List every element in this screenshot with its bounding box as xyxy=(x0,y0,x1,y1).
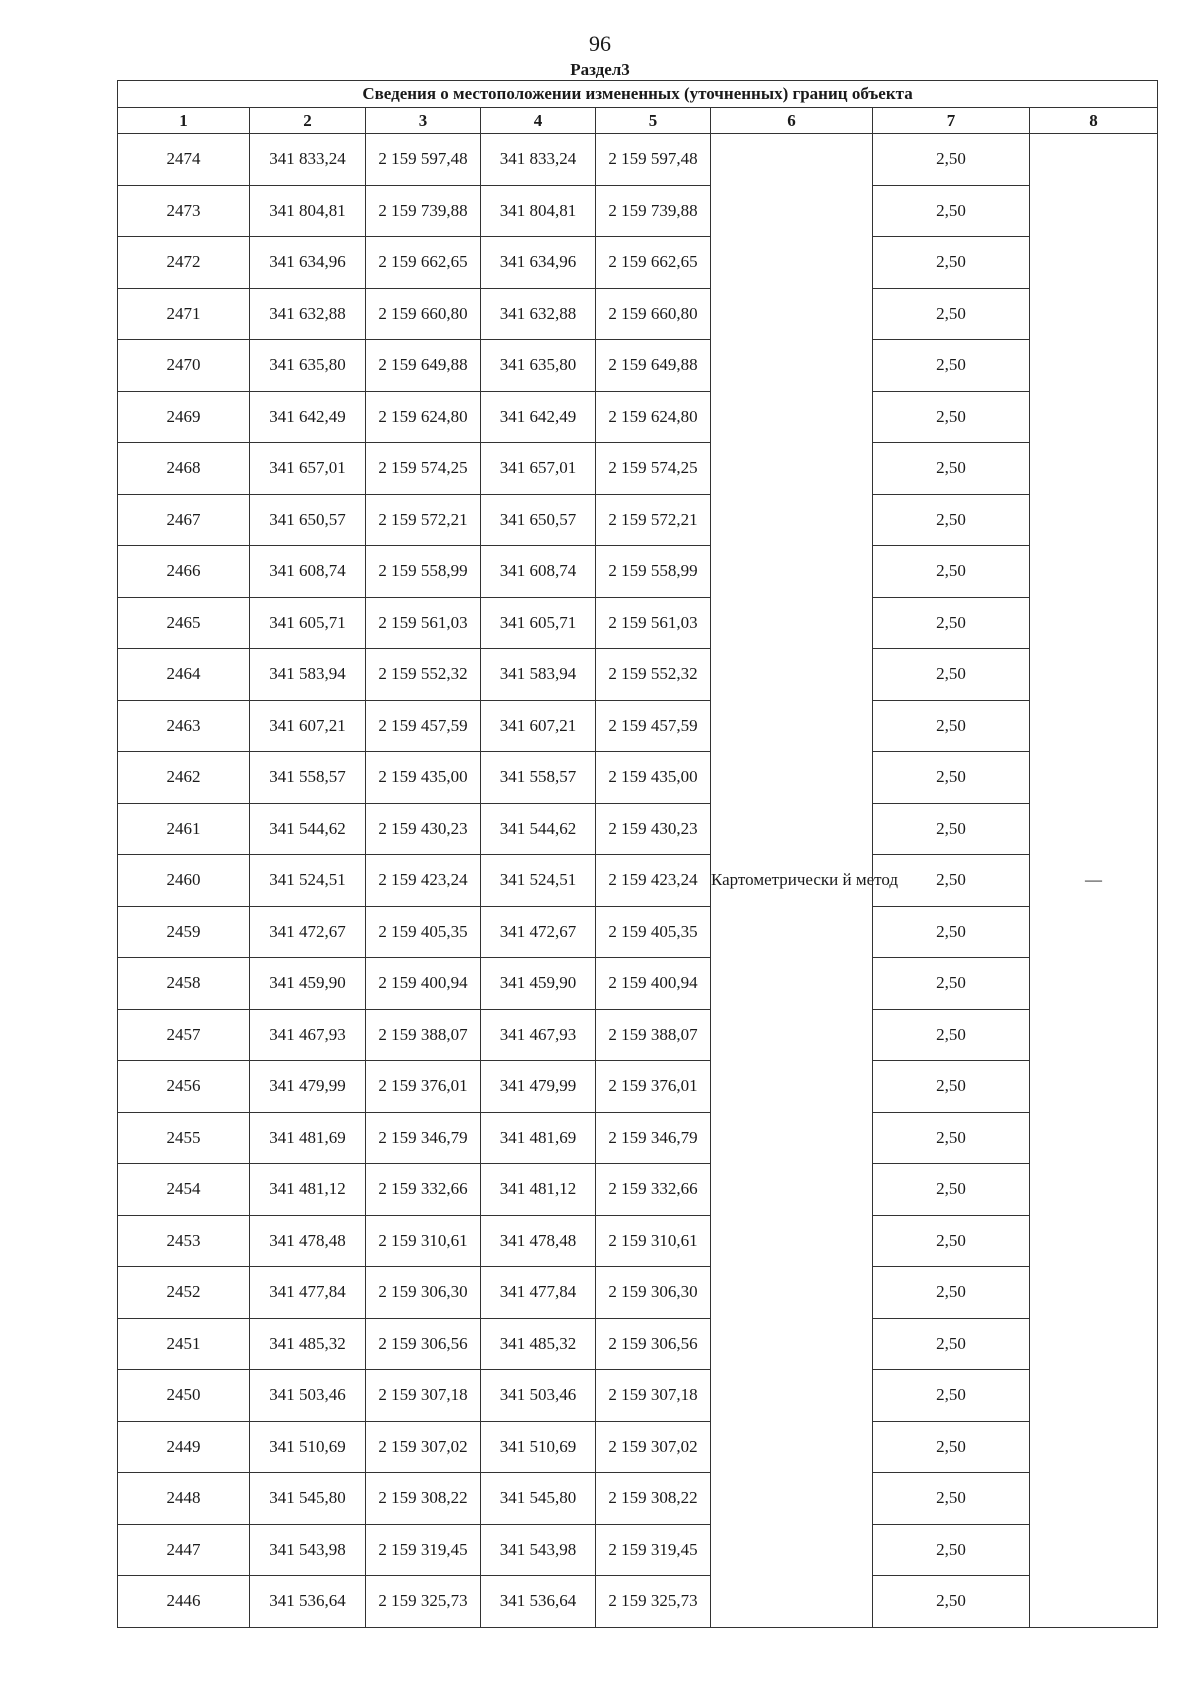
x-existing-cell: 341 605,71 xyxy=(250,597,366,649)
x-new-cell: 341 635,80 xyxy=(481,340,596,392)
accuracy-cell: 2,50 xyxy=(873,1164,1030,1216)
x-new-cell: 341 634,96 xyxy=(481,237,596,289)
y-new-cell: 2 159 561,03 xyxy=(596,597,711,649)
accuracy-cell: 2,50 xyxy=(873,546,1030,598)
y-existing-cell: 2 159 558,99 xyxy=(366,546,481,598)
x-existing-cell: 341 467,93 xyxy=(250,1009,366,1061)
point-number-cell: 2459 xyxy=(118,906,250,958)
point-number-cell: 2463 xyxy=(118,700,250,752)
x-existing-cell: 341 477,84 xyxy=(250,1267,366,1319)
x-existing-cell: 341 459,90 xyxy=(250,958,366,1010)
y-existing-cell: 2 159 308,22 xyxy=(366,1473,481,1525)
accuracy-cell: 2,50 xyxy=(873,1215,1030,1267)
column-number: 7 xyxy=(873,108,1030,134)
point-number-cell: 2471 xyxy=(118,288,250,340)
y-new-cell: 2 159 649,88 xyxy=(596,340,711,392)
accuracy-cell: 2,50 xyxy=(873,958,1030,1010)
point-number-cell: 2451 xyxy=(118,1318,250,1370)
y-existing-cell: 2 159 624,80 xyxy=(366,391,481,443)
accuracy-cell: 2,50 xyxy=(873,1009,1030,1061)
point-number-cell: 2452 xyxy=(118,1267,250,1319)
x-new-cell: 341 833,24 xyxy=(481,134,596,186)
y-new-cell: 2 159 423,24 xyxy=(596,855,711,907)
y-new-cell: 2 159 310,61 xyxy=(596,1215,711,1267)
table-row xyxy=(118,958,1158,1010)
x-new-cell: 341 481,69 xyxy=(481,1112,596,1164)
y-existing-cell: 2 159 405,35 xyxy=(366,906,481,958)
accuracy-cell: 2,50 xyxy=(873,649,1030,701)
x-existing-cell: 341 543,98 xyxy=(250,1524,366,1576)
accuracy-cell: 2,50 xyxy=(873,803,1030,855)
table-row xyxy=(118,906,1158,958)
point-number-cell: 2462 xyxy=(118,752,250,804)
y-new-cell: 2 159 346,79 xyxy=(596,1112,711,1164)
x-existing-cell: 341 607,21 xyxy=(250,700,366,752)
y-existing-cell: 2 159 319,45 xyxy=(366,1524,481,1576)
point-number-cell: 2450 xyxy=(118,1370,250,1422)
x-new-cell: 341 642,49 xyxy=(481,391,596,443)
accuracy-cell: 2,50 xyxy=(873,906,1030,958)
point-number-cell: 2469 xyxy=(118,391,250,443)
accuracy-cell: 2,50 xyxy=(873,1061,1030,1113)
x-existing-cell: 341 632,88 xyxy=(250,288,366,340)
accuracy-cell: 2,50 xyxy=(873,597,1030,649)
x-existing-cell: 341 481,12 xyxy=(250,1164,366,1216)
x-new-cell: 341 605,71 xyxy=(481,597,596,649)
x-existing-cell: 341 657,01 xyxy=(250,443,366,495)
accuracy-cell: 2,50 xyxy=(873,1524,1030,1576)
table-row xyxy=(118,752,1158,804)
x-new-cell: 341 632,88 xyxy=(481,288,596,340)
x-existing-cell: 341 635,80 xyxy=(250,340,366,392)
accuracy-cell: 2,50 xyxy=(873,1370,1030,1422)
x-existing-cell: 341 478,48 xyxy=(250,1215,366,1267)
table-row xyxy=(118,1370,1158,1422)
y-existing-cell: 2 159 457,59 xyxy=(366,700,481,752)
x-existing-cell: 341 485,32 xyxy=(250,1318,366,1370)
y-existing-cell: 2 159 552,32 xyxy=(366,649,481,701)
x-new-cell: 341 467,93 xyxy=(481,1009,596,1061)
y-new-cell: 2 159 552,32 xyxy=(596,649,711,701)
y-new-cell: 2 159 457,59 xyxy=(596,700,711,752)
y-new-cell: 2 159 376,01 xyxy=(596,1061,711,1113)
x-existing-cell: 341 608,74 xyxy=(250,546,366,598)
point-number-cell: 2446 xyxy=(118,1576,250,1628)
y-existing-cell: 2 159 376,01 xyxy=(366,1061,481,1113)
point-number-cell: 2464 xyxy=(118,649,250,701)
point-number-cell: 2454 xyxy=(118,1164,250,1216)
x-new-cell: 341 544,62 xyxy=(481,803,596,855)
table-row xyxy=(118,700,1158,752)
accuracy-cell: 2,50 xyxy=(873,340,1030,392)
table-row xyxy=(118,185,1158,237)
table-row xyxy=(118,1061,1158,1113)
table-row xyxy=(118,1112,1158,1164)
table-row xyxy=(118,546,1158,598)
point-number-cell: 2468 xyxy=(118,443,250,495)
y-existing-cell: 2 159 325,73 xyxy=(366,1576,481,1628)
column-number: 1 xyxy=(118,108,250,134)
table-row xyxy=(118,340,1158,392)
table-row xyxy=(118,1009,1158,1061)
y-new-cell: 2 159 307,18 xyxy=(596,1370,711,1422)
y-existing-cell: 2 159 649,88 xyxy=(366,340,481,392)
y-new-cell: 2 159 597,48 xyxy=(596,134,711,186)
y-existing-cell: 2 159 423,24 xyxy=(366,855,481,907)
table-row xyxy=(118,134,1158,186)
x-new-cell: 341 478,48 xyxy=(481,1215,596,1267)
y-new-cell: 2 159 660,80 xyxy=(596,288,711,340)
x-new-cell: 341 608,74 xyxy=(481,546,596,598)
point-number-cell: 2466 xyxy=(118,546,250,598)
point-number-cell: 2453 xyxy=(118,1215,250,1267)
y-existing-cell: 2 159 660,80 xyxy=(366,288,481,340)
x-new-cell: 341 472,67 xyxy=(481,906,596,958)
point-number-cell: 2448 xyxy=(118,1473,250,1525)
table-body xyxy=(118,134,1158,1628)
accuracy-cell: 2,50 xyxy=(873,1112,1030,1164)
table-row xyxy=(118,237,1158,289)
x-existing-cell: 341 583,94 xyxy=(250,649,366,701)
x-new-cell: 341 477,84 xyxy=(481,1267,596,1319)
x-existing-cell: 341 558,57 xyxy=(250,752,366,804)
accuracy-cell: 2,50 xyxy=(873,391,1030,443)
x-new-cell: 341 558,57 xyxy=(481,752,596,804)
y-existing-cell: 2 159 435,00 xyxy=(366,752,481,804)
x-new-cell: 341 650,57 xyxy=(481,494,596,546)
point-number-cell: 2465 xyxy=(118,597,250,649)
y-new-cell: 2 159 558,99 xyxy=(596,546,711,598)
y-existing-cell: 2 159 574,25 xyxy=(366,443,481,495)
y-existing-cell: 2 159 400,94 xyxy=(366,958,481,1010)
y-existing-cell: 2 159 306,56 xyxy=(366,1318,481,1370)
column-number: 6 xyxy=(711,108,873,134)
y-new-cell: 2 159 307,02 xyxy=(596,1421,711,1473)
x-existing-cell: 341 544,62 xyxy=(250,803,366,855)
x-new-cell: 341 536,64 xyxy=(481,1576,596,1628)
y-new-cell: 2 159 574,25 xyxy=(596,443,711,495)
point-number-cell: 2447 xyxy=(118,1524,250,1576)
accuracy-cell: 2,50 xyxy=(873,288,1030,340)
y-new-cell: 2 159 319,45 xyxy=(596,1524,711,1576)
x-new-cell: 341 524,51 xyxy=(481,855,596,907)
x-existing-cell: 341 524,51 xyxy=(250,855,366,907)
x-new-cell: 341 583,94 xyxy=(481,649,596,701)
y-existing-cell: 2 159 332,66 xyxy=(366,1164,481,1216)
y-existing-cell: 2 159 597,48 xyxy=(366,134,481,186)
column-number: 5 xyxy=(596,108,711,134)
point-number-cell: 2473 xyxy=(118,185,250,237)
table-row xyxy=(118,1576,1158,1628)
point-number-cell: 2458 xyxy=(118,958,250,1010)
accuracy-cell: 2,50 xyxy=(873,1576,1030,1628)
point-number-cell: 2467 xyxy=(118,494,250,546)
y-existing-cell: 2 159 662,65 xyxy=(366,237,481,289)
y-new-cell: 2 159 662,65 xyxy=(596,237,711,289)
y-new-cell: 2 159 400,94 xyxy=(596,958,711,1010)
y-existing-cell: 2 159 307,02 xyxy=(366,1421,481,1473)
point-number-cell: 2470 xyxy=(118,340,250,392)
x-existing-cell: 341 833,24 xyxy=(250,134,366,186)
table-row xyxy=(118,443,1158,495)
x-existing-cell: 341 510,69 xyxy=(250,1421,366,1473)
accuracy-cell: 2,50 xyxy=(873,700,1030,752)
x-new-cell: 341 657,01 xyxy=(481,443,596,495)
point-number-cell: 2460 xyxy=(118,855,250,907)
accuracy-cell: 2,50 xyxy=(873,494,1030,546)
x-existing-cell: 341 503,46 xyxy=(250,1370,366,1422)
y-new-cell: 2 159 739,88 xyxy=(596,185,711,237)
table-row xyxy=(118,1473,1158,1525)
y-new-cell: 2 159 308,22 xyxy=(596,1473,711,1525)
point-number-cell: 2457 xyxy=(118,1009,250,1061)
column-number: 3 xyxy=(366,108,481,134)
section-title: Раздел3 xyxy=(570,60,630,79)
accuracy-cell: 2,50 xyxy=(873,185,1030,237)
table-caption: Сведения о местоположении измененных (уточненных) границ объекта xyxy=(118,81,1158,108)
table-row xyxy=(118,649,1158,701)
x-existing-cell: 341 650,57 xyxy=(250,494,366,546)
y-existing-cell: 2 159 739,88 xyxy=(366,185,481,237)
y-new-cell: 2 159 388,07 xyxy=(596,1009,711,1061)
x-new-cell: 341 510,69 xyxy=(481,1421,596,1473)
x-new-cell: 341 543,98 xyxy=(481,1524,596,1576)
y-existing-cell: 2 159 310,61 xyxy=(366,1215,481,1267)
accuracy-cell: 2,50 xyxy=(873,134,1030,186)
table-row xyxy=(118,288,1158,340)
point-number-cell: 2474 xyxy=(118,134,250,186)
y-new-cell: 2 159 435,00 xyxy=(596,752,711,804)
table-row xyxy=(118,1318,1158,1370)
y-existing-cell: 2 159 430,23 xyxy=(366,803,481,855)
x-existing-cell: 341 642,49 xyxy=(250,391,366,443)
y-new-cell: 2 159 624,80 xyxy=(596,391,711,443)
x-new-cell: 341 479,99 xyxy=(481,1061,596,1113)
x-existing-cell: 341 479,99 xyxy=(250,1061,366,1113)
table-row xyxy=(118,803,1158,855)
table-row xyxy=(118,1215,1158,1267)
point-number-cell: 2461 xyxy=(118,803,250,855)
column-number: 8 xyxy=(1030,108,1158,134)
y-existing-cell: 2 159 346,79 xyxy=(366,1112,481,1164)
column-number: 2 xyxy=(250,108,366,134)
y-existing-cell: 2 159 307,18 xyxy=(366,1370,481,1422)
x-new-cell: 341 804,81 xyxy=(481,185,596,237)
table-row xyxy=(118,494,1158,546)
x-existing-cell: 341 634,96 xyxy=(250,237,366,289)
boundary-coordinates-table xyxy=(117,80,1158,1628)
accuracy-cell: 2,50 xyxy=(873,237,1030,289)
description-cell: — xyxy=(1030,134,1158,1628)
x-new-cell: 341 481,12 xyxy=(481,1164,596,1216)
table-row xyxy=(118,1421,1158,1473)
y-new-cell: 2 159 306,56 xyxy=(596,1318,711,1370)
y-existing-cell: 2 159 572,21 xyxy=(366,494,481,546)
x-existing-cell: 341 804,81 xyxy=(250,185,366,237)
x-existing-cell: 341 481,69 xyxy=(250,1112,366,1164)
method-cell: Картометрически й метод xyxy=(711,134,873,1628)
table-row xyxy=(118,597,1158,649)
point-number-cell: 2455 xyxy=(118,1112,250,1164)
x-new-cell: 341 503,46 xyxy=(481,1370,596,1422)
point-number-cell: 2456 xyxy=(118,1061,250,1113)
y-new-cell: 2 159 325,73 xyxy=(596,1576,711,1628)
x-existing-cell: 341 536,64 xyxy=(250,1576,366,1628)
x-new-cell: 341 485,32 xyxy=(481,1318,596,1370)
y-new-cell: 2 159 306,30 xyxy=(596,1267,711,1319)
y-new-cell: 2 159 572,21 xyxy=(596,494,711,546)
point-number-cell: 2449 xyxy=(118,1421,250,1473)
table-row xyxy=(118,855,1158,907)
accuracy-cell: 2,50 xyxy=(873,1267,1030,1319)
accuracy-cell: 2,50 xyxy=(873,752,1030,804)
y-existing-cell: 2 159 306,30 xyxy=(366,1267,481,1319)
y-new-cell: 2 159 332,66 xyxy=(596,1164,711,1216)
accuracy-cell: 2,50 xyxy=(873,1421,1030,1473)
y-new-cell: 2 159 405,35 xyxy=(596,906,711,958)
page-number: 96 xyxy=(589,31,611,56)
x-new-cell: 341 459,90 xyxy=(481,958,596,1010)
x-new-cell: 341 545,80 xyxy=(481,1473,596,1525)
accuracy-cell: 2,50 xyxy=(873,1473,1030,1525)
y-existing-cell: 2 159 561,03 xyxy=(366,597,481,649)
column-number: 4 xyxy=(481,108,596,134)
point-number-cell: 2472 xyxy=(118,237,250,289)
table-row xyxy=(118,1267,1158,1319)
x-existing-cell: 341 545,80 xyxy=(250,1473,366,1525)
x-existing-cell: 341 472,67 xyxy=(250,906,366,958)
accuracy-cell: 2,50 xyxy=(873,1318,1030,1370)
y-new-cell: 2 159 430,23 xyxy=(596,803,711,855)
accuracy-cell: 2,50 xyxy=(873,855,1030,907)
table-row xyxy=(118,1164,1158,1216)
x-new-cell: 341 607,21 xyxy=(481,700,596,752)
y-existing-cell: 2 159 388,07 xyxy=(366,1009,481,1061)
accuracy-cell: 2,50 xyxy=(873,443,1030,495)
table-row xyxy=(118,1524,1158,1576)
table-row xyxy=(118,391,1158,443)
